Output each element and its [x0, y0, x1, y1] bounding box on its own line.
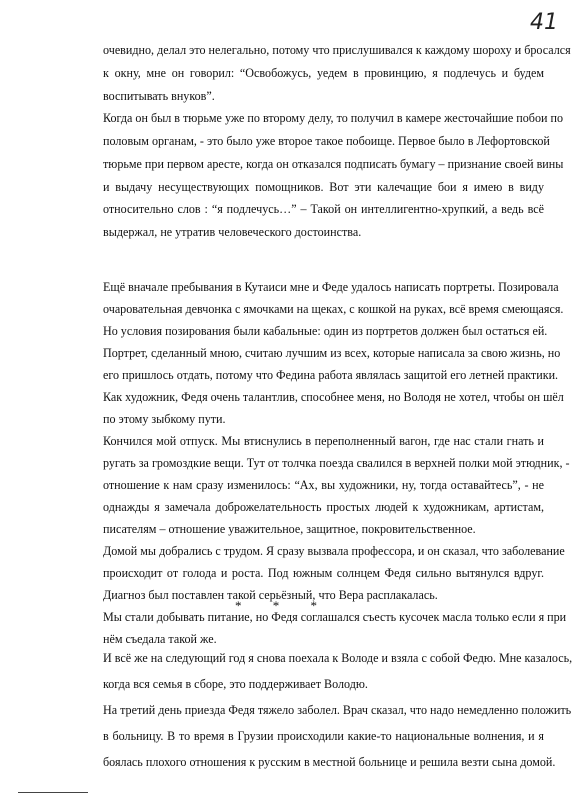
text-line: относительно слов : “я подлечусь…” – Такой он интеллигентно-хрупкий, а ведь всё — [103, 202, 544, 216]
page-number: 41 — [530, 10, 558, 35]
text-line: Портрет, сделанный мною, считаю лучшим из всех, которые написала за свою жизнь, но — [103, 346, 561, 360]
text-line: происходит от голода и роста. Под южным солнцем Федя сильно вытянулся вдруг. — [103, 566, 544, 580]
text-line: нём съедала такой же. — [103, 632, 217, 646]
text-line: тюрьме при первом аресте, когда он отказался подписать бумагу – признание своей вины — [103, 157, 564, 171]
text-line: очевидно, делал это нелегально, потому что прислушивался к каждому шороху и бросался — [103, 43, 571, 57]
text-line: Мы стали добывать питание, но Федя соглашался съесть кусочек масла только если я при — [103, 610, 567, 624]
text-line: однажды я замечала доброжелательность простых людей к художникам, артистам, — [103, 500, 544, 514]
text-line: И всё же на следующий год я снова поехала к Володе и взяла с собой Федю. Мне казалось, — [103, 651, 573, 665]
text-line: Ещё вначале пребывания в Кутаиси мне и Феде удалось написать портреты. Позировала — [103, 280, 559, 294]
text-line: писателям – отношение уважительное, защитное, покровительственное. — [103, 522, 476, 536]
text-line: Но условия позирования были кабальные: один из портретов должен был остаться ей. — [103, 324, 548, 338]
text-line: Как художник, Федя очень талантлив, способнее меня, но Володя не хотел, чтобы он шёл — [103, 390, 564, 404]
text-line: его пришлось отдать, потому что Федина работа являлась защитой его летней практики. — [103, 368, 559, 382]
text-line: Кончился мой отпуск. Мы втиснулись в переполненный вагон, где нас стали гнать и — [103, 434, 544, 448]
text-line: по этому зыбкому пути. — [103, 412, 226, 426]
text-line: Домой мы добрались с трудом. Я сразу вызвала профессора, и он сказал, что заболевание — [103, 544, 565, 558]
text-line: когда вся семья в сборе, это поддерживает Володю. — [103, 677, 368, 691]
footnote-rule — [18, 792, 88, 793]
section-separator: * * * — [235, 598, 331, 613]
text-line: и выдачу несуществующих помощников. Вот эти калечащие бои я имею в виду — [103, 180, 544, 194]
text-line: На третий день приезда Федя тяжело заболел. Врач сказал, что надо немедленно положить — [103, 703, 572, 717]
text-line: половым органам, - это было уже второе такое побоище. Первое было в Лефортовской — [103, 134, 550, 148]
text-line: воспитывать внуков”. — [103, 89, 215, 103]
text-line: Диагноз был поставлен такой серьёзный, что Вера расплакалась. — [103, 588, 438, 602]
text-line: очаровательная девчонка с ямочками на щеках, с кошкой на руках, всё время смеющаяся. — [103, 302, 564, 316]
text-line: к окну, мне он говорил: “Освобожусь, уедем в провинцию, я подлечусь и будем — [103, 66, 544, 80]
text-line: в больницу. В то время в Грузии происходили какие-то национальные волнения, и я — [103, 729, 544, 743]
text-line: отношение к нам сразу изменилось: “Ах, вы художники, ну, тогда оставайтесь”, - не — [103, 478, 544, 492]
text-line: выдержал, не утратив человеческого достоинства. — [103, 225, 362, 239]
text-line: боялась плохого отношения к русским в местной больнице и решила везти сына домой. — [103, 755, 556, 769]
text-line: ругать за громоздкие вещи. Тут от толчка поезда свалился в верхней полки мой этюдник, - — [103, 456, 570, 470]
text-line: Когда он был в тюрьме уже по второму делу, то получил в камере жесточайшие побои по — [103, 111, 564, 125]
